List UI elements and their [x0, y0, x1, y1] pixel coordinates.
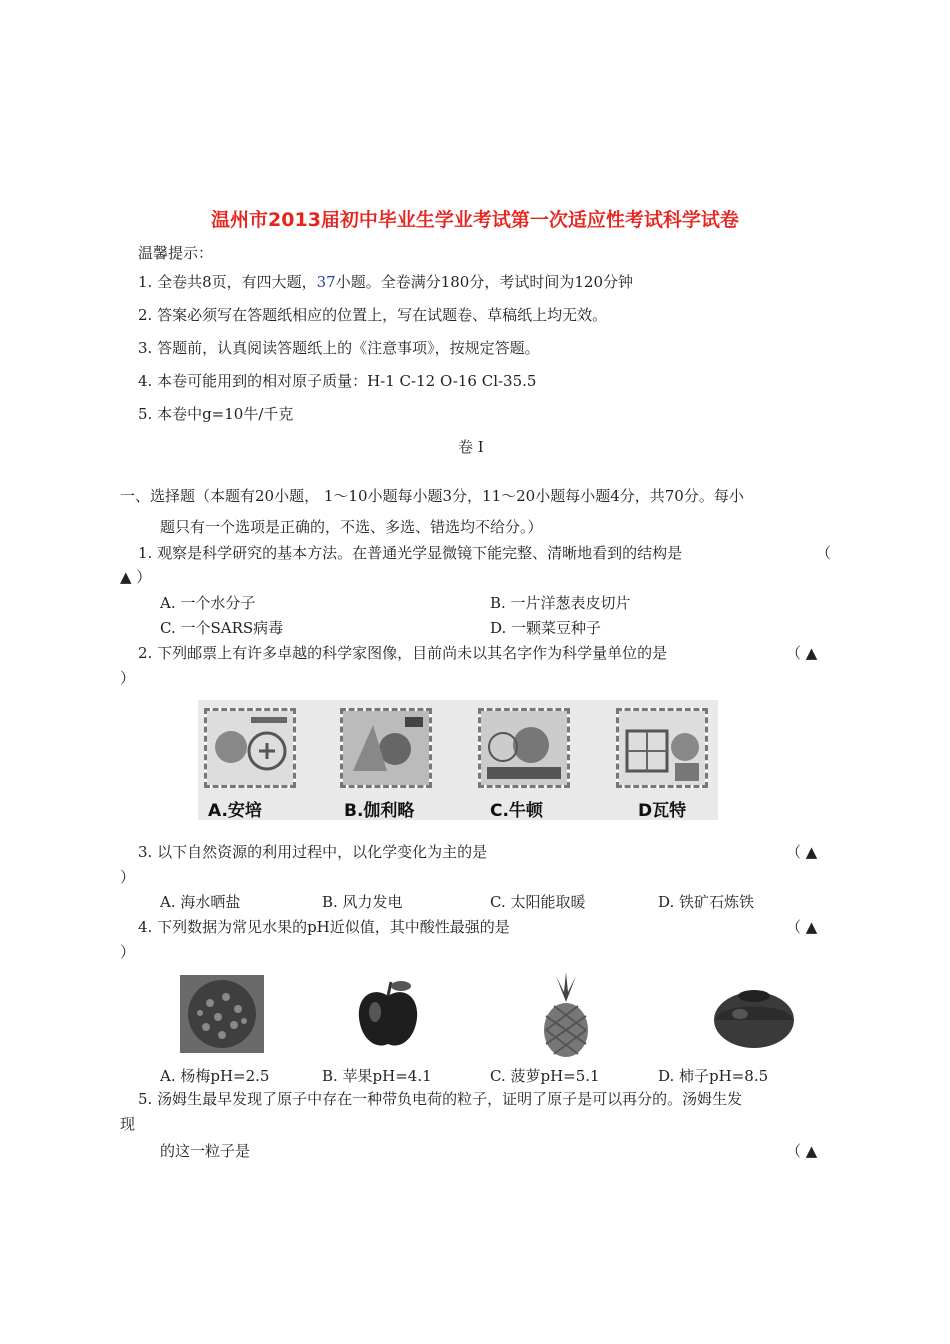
- q3-stem: 3. 以下自然资源的利用过程中，以化学变化为主的是: [138, 843, 488, 861]
- stamp-ampere: [204, 708, 296, 788]
- q1-stem: 1. 观察是科学研究的基本方法。在普通光学显微镜下能完整、清晰地看到的结构是: [138, 544, 683, 562]
- q1-option-c: C. 一个SARS病毒: [160, 619, 284, 637]
- exam-title: 温州市2013届初中毕业生学业考试第一次适应性考试科学试卷: [211, 209, 739, 231]
- q3-option-c: C. 太阳能取暖: [490, 893, 586, 911]
- tips-heading: 温馨提示：: [138, 244, 214, 262]
- bayberry-image: [180, 975, 264, 1053]
- q4-option-c: C. 菠萝pH=5.1: [490, 1067, 600, 1085]
- stamp-newton: [478, 708, 570, 788]
- tip-item-3: 3. 答题前，认真阅读答题纸上的《注意事项》，按规定答题。: [138, 339, 540, 357]
- q4-option-a: A. 杨梅pH=2.5: [160, 1067, 270, 1085]
- apple-image: [355, 978, 421, 1052]
- q1-option-a: A. 一个水分子: [160, 594, 256, 612]
- q4-paren-close: ）: [120, 943, 136, 961]
- q4-paren-open: （ ▲: [786, 918, 818, 936]
- stamp-newton-image: [481, 711, 567, 785]
- stamp-label-b: B.伽利略: [344, 801, 415, 821]
- q1-option-d: D. 一颗菜豆种子: [490, 619, 602, 637]
- stamp-galileo-image: [343, 711, 429, 785]
- q5-stem-line1: 5. 汤姆生最早发现了原子中存在一种带负电荷的粒子，证明了原子是可以再分的。汤姆生发: [138, 1090, 743, 1108]
- tip-item-2: 2. 答案必须写在答题纸相应的位置上，写在试题卷、草稿纸上均无效。: [138, 306, 608, 324]
- q3-option-d: D. 铁矿石炼铁: [658, 893, 755, 911]
- part1-instruction-line1: 一、选择题（本题有20小题， 1～10小题每小题3分，11～20小题每小题4分，共70分。每小: [120, 487, 744, 505]
- q3-option-a: A. 海水晒盐: [160, 893, 241, 911]
- q1-answer-mark: ▲ ）: [120, 568, 152, 586]
- stamp-watt-image: [619, 711, 705, 785]
- q1-option-b: B. 一片洋葱表皮切片: [490, 594, 631, 612]
- part1-instruction-line2: 题只有一个选项是正确的，不选、多选、错选均不给分。）: [160, 518, 543, 536]
- stamp-watt: [616, 708, 708, 788]
- stamp-label-d: D瓦特: [638, 801, 687, 821]
- tip-item-1: 1. 全卷共8页，有四大题，37小题。全卷满分180分，考试时间为120分钟: [138, 273, 633, 291]
- q5-stem-line2: 现: [120, 1115, 136, 1133]
- stamp-label-c: C.牛顿: [490, 801, 543, 821]
- q5-paren-open: （ ▲: [786, 1142, 818, 1160]
- pineapple-image: [538, 972, 594, 1058]
- q4-stem: 4. 下列数据为常见水果的pH近似值，其中酸性最强的是: [138, 918, 510, 936]
- stamp-ampere-image: [207, 711, 293, 785]
- q3-paren-open: （ ▲: [786, 843, 818, 861]
- q1-paren-open: （: [816, 544, 832, 562]
- stamp-galileo: [340, 708, 432, 788]
- q5-stem-line3: 的这一粒子是: [160, 1142, 251, 1160]
- q2-paren-close: ）: [120, 669, 136, 687]
- q4-option-d: D. 柿子pH=8.5: [658, 1067, 769, 1085]
- q3-option-b: B. 风力发电: [322, 893, 403, 911]
- q2-paren-open: （ ▲: [786, 644, 818, 662]
- stamp-label-a: A.安培: [208, 801, 262, 821]
- section-heading: 卷 Ⅰ: [458, 438, 484, 456]
- persimmon-image: [712, 982, 796, 1050]
- q4-option-b: B. 苹果pH=4.1: [322, 1067, 432, 1085]
- stamps-figure: [198, 700, 718, 820]
- q3-paren-close: ）: [120, 868, 136, 886]
- q2-stem: 2. 下列邮票上有许多卓越的科学家图像，目前尚未以其名字作为科学量单位的是: [138, 644, 668, 662]
- tip-item-5: 5. 本卷中g=10牛/千克: [138, 405, 294, 423]
- tip-item-4: 4. 本卷可能用到的相对原子质量：H-1 C-12 O-16 Cl-35.5: [138, 372, 537, 390]
- question-count: 37: [316, 273, 336, 291]
